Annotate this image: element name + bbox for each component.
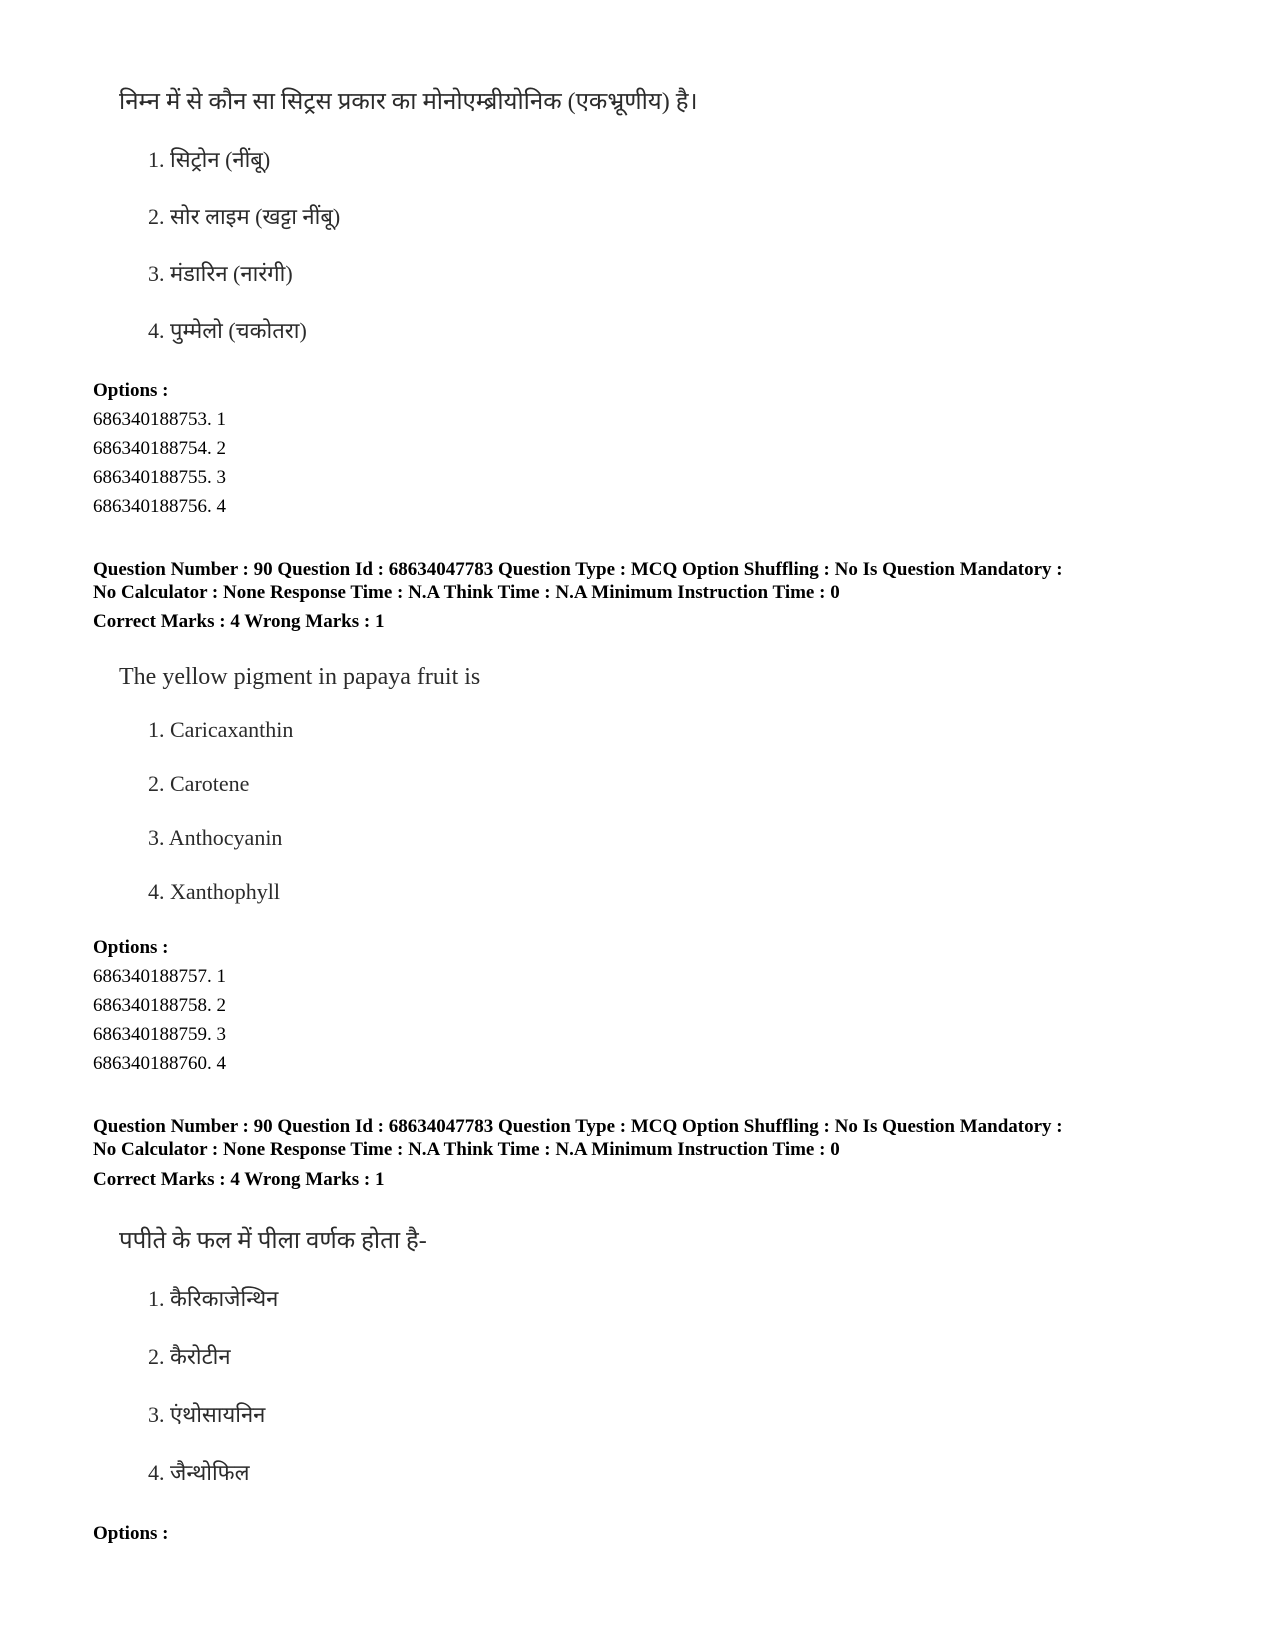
answer-choice-2: 2. Carotene <box>148 771 250 796</box>
option-id-2: 686340188758. 2 <box>93 995 226 1016</box>
options-label: Options : <box>93 1523 169 1544</box>
answer-choice-3: 3. एंथोसायनिन <box>148 1402 266 1427</box>
question-text: पपीते के फल में पीला वर्णक होता है- <box>119 1228 427 1254</box>
marks-line: Correct Marks : 4 Wrong Marks : 1 <box>93 611 385 632</box>
answer-choice-1: 1. कैरिकाजेन्थिन <box>148 1286 279 1311</box>
option-id-1: 686340188753. 1 <box>93 409 226 430</box>
answer-choice-2: 2. कैरोटीन <box>148 1344 231 1369</box>
option-id-1: 686340188757. 1 <box>93 966 226 987</box>
option-id-4: 686340188760. 4 <box>93 1053 226 1074</box>
answer-choice-4: 4. पुम्मेलो (चकोतरा) <box>148 318 307 343</box>
answer-choice-2: 2. सोर लाइम (खट्टा नींबू) <box>148 204 341 229</box>
marks-line: Correct Marks : 4 Wrong Marks : 1 <box>93 1169 385 1190</box>
answer-choice-1: 1. सिट्रोन (नींबू) <box>148 147 271 172</box>
option-id-2: 686340188754. 2 <box>93 438 226 459</box>
question-text: निम्न में से कौन सा सिट्रस प्रकार का मोनोएम्ब्रीयोनिक (एकभ्रूणीय) है। <box>119 89 698 115</box>
answer-choice-3: 3. मंडारिन (नारंगी) <box>148 261 293 286</box>
answer-choice-3: 3. Anthocyanin <box>148 825 283 850</box>
question-text: The yellow pigment in papaya fruit is <box>119 664 481 690</box>
question-meta-line-1: Question Number : 90 Question Id : 68634047783 Question Type : MCQ Option Shuffling : No Is Question Mandatory : <box>93 559 1063 580</box>
option-id-3: 686340188755. 3 <box>93 467 226 488</box>
answer-choice-1: 1. Caricaxanthin <box>148 717 294 742</box>
option-id-4: 686340188756. 4 <box>93 496 226 517</box>
question-meta-line-1: Question Number : 90 Question Id : 68634047783 Question Type : MCQ Option Shuffling : No Is Question Mandatory : <box>93 1116 1063 1137</box>
options-label: Options : <box>93 937 169 958</box>
answer-choice-4: 4. Xanthophyll <box>148 879 280 904</box>
question-meta-line-2: No Calculator : None Response Time : N.A Think Time : N.A Minimum Instruction Time : 0 <box>93 1139 840 1160</box>
question-meta-line-2: No Calculator : None Response Time : N.A Think Time : N.A Minimum Instruction Time : 0 <box>93 582 840 603</box>
options-label: Options : <box>93 380 169 401</box>
option-id-3: 686340188759. 3 <box>93 1024 226 1045</box>
answer-choice-4: 4. जैन्थोफिल <box>148 1460 250 1485</box>
